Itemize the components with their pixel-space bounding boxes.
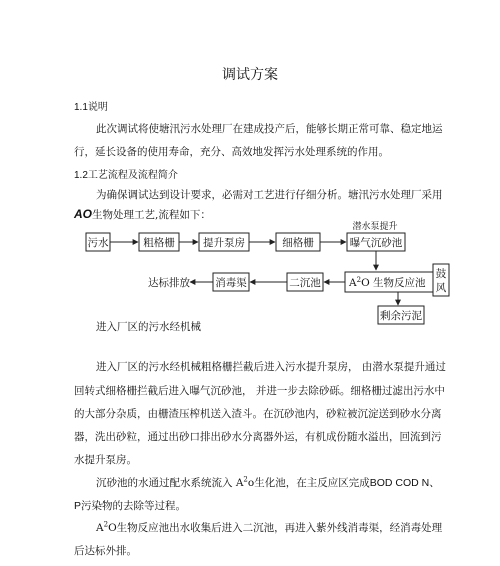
- paragraph-text: 生物处理工艺,流程如下：: [92, 209, 211, 221]
- flow-label-cugeshan: 粗格栅: [143, 237, 175, 249]
- paragraph-line: 此次调试将使塘汛污水处理厂在建成投产后，能够长期正常可靠、稳定地运: [96, 123, 443, 135]
- ao-text: 生物反应池: [369, 277, 426, 289]
- paragraph-text: o生化池，在主反应区完成: [247, 477, 370, 489]
- ao-term: AO: [74, 207, 92, 221]
- diagram-caption: 进入厂区的污水经机械: [96, 321, 201, 333]
- paragraph-line: 后达标外排。: [74, 545, 137, 557]
- ao-letter: A: [349, 277, 357, 289]
- paragraph-line: 器，洗出砂粒，通过出砂口排出砂水分离器外运，有机成份随水溢出，回流到污: [74, 431, 442, 443]
- flow-label-xigeshan: 细格栅: [282, 237, 314, 249]
- paragraph-line: 为确保调试达到设计要求，必需对工艺进行仔细分析。塘汛污水处理厂采用: [96, 189, 443, 201]
- paragraph-line: 水提升泵房。: [74, 454, 137, 466]
- ao-superscript: 2: [356, 276, 362, 284]
- flow-label-chenshachi: 曝气沉砂池: [349, 237, 403, 249]
- flow-label-tisheng: 提升泵房: [203, 237, 245, 249]
- superscript: 2: [243, 475, 248, 484]
- flow-label-wushui: 污水: [87, 237, 109, 249]
- flow-label-erchen: 二沉池: [289, 277, 321, 289]
- paragraph-text: O生物反应池出水收集后进入二沉池，再进入紫外线消毒渠，经消毒处理: [108, 522, 443, 534]
- section-title: 说明: [87, 102, 108, 113]
- section-number: 1.1: [74, 102, 88, 113]
- flow-label-pump-note: 潜水泵提升: [352, 222, 398, 232]
- flow-label-gufeng-2: 风: [435, 282, 447, 294]
- paragraph-text: 沉砂池的水通过配水系统流入 A: [96, 477, 244, 489]
- paragraph-line: 的大部分杂质，由栅渣压榨机送入渣斗。在沉砂池内，砂粒被沉淀送到砂水分离: [74, 408, 442, 420]
- section-number: 1.2: [74, 170, 88, 181]
- paragraph-text: A: [96, 522, 104, 534]
- paragraph-line: 回转式细格栅拦截后进入曝气沉砂池， 并进一步去除砂砾。细格栅过滤出污水中: [74, 385, 445, 397]
- flow-label-gufeng-1: 鼓: [435, 268, 447, 280]
- paragraph-text: P: [74, 500, 82, 512]
- flow-label-dabiao: 达标排放: [148, 277, 190, 289]
- ao-letter: O: [361, 277, 370, 289]
- paragraph-text: 污染物的去除等过程。: [81, 500, 187, 512]
- flow-label-xiaodu: 消毒渠: [215, 277, 247, 289]
- superscript: 2: [103, 520, 109, 529]
- paragraph-line: [74, 499, 186, 513]
- paragraph-line: 进入厂区的污水经机械粗格栅拦截后进入污水提升泵房， 由潜水泵提升通过: [96, 361, 446, 373]
- paragraph-line: 行，延长设备的使用寿命，充分、高效地发挥污水处理系统的作用。: [74, 146, 389, 158]
- section-title: 工艺流程及流程简介: [87, 170, 178, 181]
- paragraph-text: BOD COD N、: [369, 477, 440, 489]
- paragraph-line: [96, 521, 442, 535]
- page-title: 调试方案: [222, 67, 278, 83]
- paragraph-line: [96, 476, 440, 490]
- flow-label-shengyu: 剩余污泥: [380, 310, 422, 322]
